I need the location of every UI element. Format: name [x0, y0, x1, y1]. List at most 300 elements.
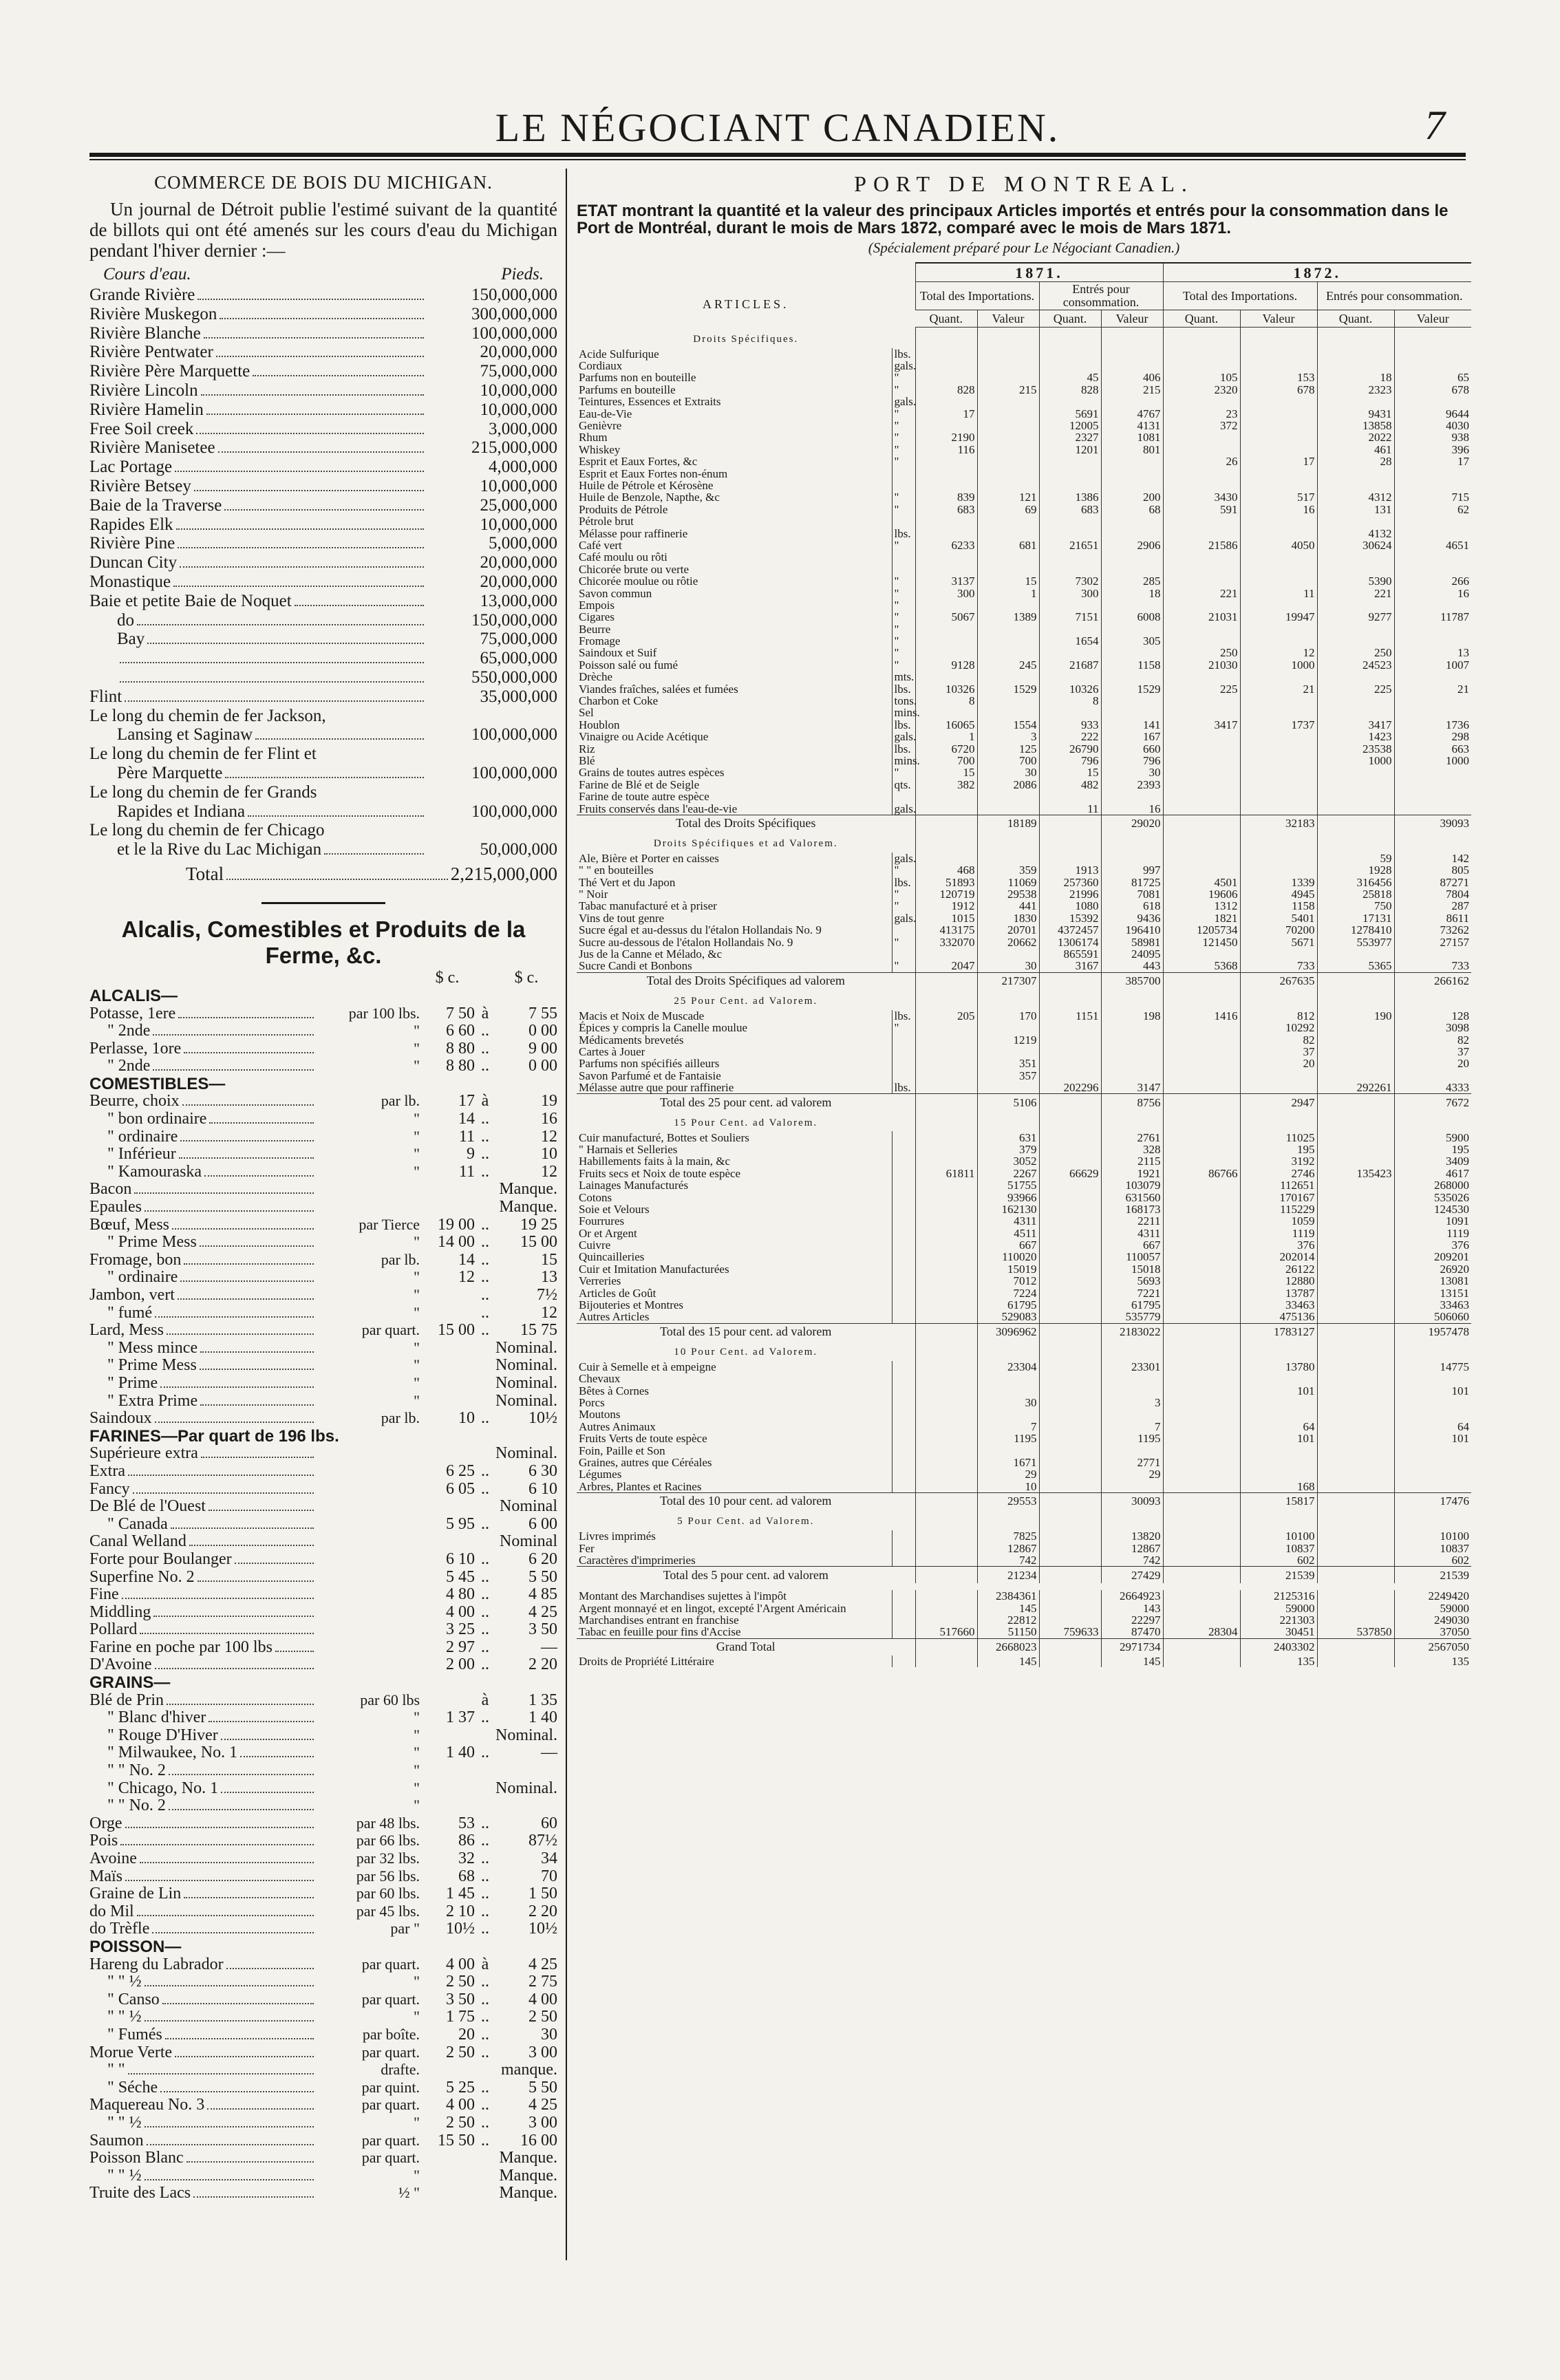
price-low: 1 37	[446, 1708, 475, 1727]
article-name: Cuir à Semelle et à empeigne	[579, 1360, 716, 1373]
table-cell	[977, 1444, 1039, 1456]
table-cell	[1039, 1433, 1101, 1444]
price-separator: ..	[481, 1920, 489, 1938]
article-unit: "	[892, 623, 915, 634]
article-name: Fruits secs et Noix de toute espèce	[579, 1166, 741, 1180]
table-cell	[915, 1340, 977, 1361]
article-name: Fourrures	[579, 1214, 625, 1228]
table-cell: 37	[1394, 1046, 1471, 1058]
table-cell	[1240, 635, 1317, 647]
table-cell: 660	[1101, 742, 1163, 754]
article-name: Parfums non en bouteille	[579, 371, 696, 385]
price-unit: par boîte.	[362, 2025, 420, 2043]
product-name: " " ½	[107, 2113, 142, 2132]
table-cell	[1039, 1311, 1101, 1323]
table-cell: 12867	[977, 1542, 1039, 1554]
leader-dots	[200, 1369, 314, 1370]
table-cell: 2567050	[1394, 1638, 1471, 1655]
table-cell	[1101, 515, 1163, 527]
table-cell: 4050	[1240, 539, 1317, 551]
articles-header: ARTICLES.	[703, 297, 789, 311]
table-cell: 70200	[1240, 924, 1317, 936]
article-unit: "	[892, 539, 915, 551]
table-cell	[915, 1323, 977, 1340]
col-valeur: Valeur	[1394, 310, 1471, 328]
table-cell	[1039, 1481, 1101, 1493]
table-cell	[1317, 695, 1394, 707]
table-row	[577, 1082, 1471, 1094]
table-cell	[1317, 1144, 1394, 1155]
table-cell	[1101, 480, 1163, 491]
table-cell	[1394, 1397, 1471, 1408]
article-name: Cordiaux	[579, 359, 623, 373]
price-high: 16 00	[520, 2131, 557, 2149]
price-high: 15 00	[520, 1233, 557, 1252]
table-cell	[915, 480, 977, 491]
article-name: Parfums non spécifiés ailleurs	[579, 1057, 720, 1071]
table-cell	[1039, 1155, 1101, 1167]
table-cell	[1163, 1567, 1240, 1584]
leader-dots	[186, 2161, 314, 2163]
product-name: " 2nde	[107, 1022, 151, 1040]
table-cell	[915, 1251, 977, 1263]
leader-dots	[201, 394, 424, 396]
table-cell: 1821	[1163, 912, 1240, 924]
article-unit: lbs.	[892, 877, 915, 888]
table-cell	[1240, 1444, 1317, 1456]
price-separator: ..	[481, 2096, 489, 2114]
leader-dots	[120, 662, 424, 663]
table-cell: 535779	[1101, 1311, 1163, 1323]
table-row	[577, 623, 1471, 634]
table-cell	[915, 791, 977, 802]
article-name: " Harnais et Selleries	[579, 1142, 678, 1156]
table-row	[577, 1251, 1471, 1263]
table-cell	[1240, 791, 1317, 802]
table-cell	[1317, 1433, 1394, 1444]
table-cell: 5067	[915, 611, 977, 623]
timber-total	[89, 864, 557, 886]
price-high: 5 50	[528, 2078, 557, 2097]
table-cell: 1000	[1240, 659, 1317, 671]
table-cell	[1240, 695, 1317, 707]
leader-dots	[137, 1915, 314, 1916]
product-name: " ordinaire	[107, 1268, 178, 1287]
table-cell	[915, 948, 977, 960]
table-cell	[1163, 766, 1240, 778]
col-quant: Quant.	[1039, 310, 1101, 328]
price-unit: "	[414, 1726, 420, 1744]
price-separator: ..	[481, 1110, 489, 1128]
table-cell: 202296	[1039, 1082, 1101, 1094]
table-cell	[1039, 1444, 1101, 1456]
timber-waterway: Duncan City	[89, 553, 178, 572]
table-cell	[915, 1215, 977, 1227]
table-row	[577, 802, 1471, 815]
leader-dots	[140, 1862, 314, 1863]
table-cell	[1039, 853, 1101, 864]
table-cell: 678	[1240, 384, 1317, 396]
table-row	[577, 766, 1471, 778]
price-unit: "	[414, 1356, 420, 1374]
table-cell: 249030	[1394, 1614, 1471, 1626]
leader-dots	[226, 879, 448, 880]
header-rule-thin	[89, 159, 1466, 160]
table-cell	[915, 1046, 977, 1058]
table-cell	[977, 1082, 1039, 1094]
table-cell: 22812	[977, 1614, 1039, 1626]
table-cell: 15018	[1101, 1263, 1163, 1275]
table-cell	[1317, 1111, 1394, 1131]
table-row	[577, 683, 1471, 694]
table-cell	[1317, 1421, 1394, 1433]
table-cell	[1240, 864, 1317, 876]
col-entres-1871: Entrés pour consommation.	[1039, 282, 1163, 310]
timber-row	[89, 725, 557, 744]
product-name: " Séche	[107, 2078, 158, 2097]
table-cell: 10326	[1039, 683, 1101, 694]
price-separator: ..	[481, 1567, 489, 1586]
price-row	[89, 2026, 557, 2044]
table-cell: 141	[1101, 719, 1163, 731]
price-low: 10	[458, 1409, 475, 1428]
table-cell	[915, 1444, 977, 1456]
article-name: Vinaigre ou Acide Acétique	[579, 730, 709, 744]
table-cell	[915, 1287, 977, 1298]
table-cell: 4511	[977, 1227, 1039, 1239]
table-cell: 21651	[1039, 539, 1101, 551]
table-cell: 250	[1163, 647, 1240, 658]
table-cell: 3052	[977, 1155, 1039, 1167]
table-cell: 26790	[1039, 742, 1101, 754]
price-low: 2 50	[446, 1973, 475, 1991]
price-separator: ..	[481, 1655, 489, 1674]
table-cell: 1783127	[1240, 1323, 1317, 1340]
timber-quantity: 10,000,000	[480, 476, 557, 495]
table-cell: 196410	[1101, 924, 1163, 936]
table-cell: 1830	[977, 912, 1039, 924]
table-cell: 5368	[1163, 960, 1240, 972]
table-cell: 4312	[1317, 491, 1394, 503]
article-name: Macis et Noix de Muscade	[579, 1009, 705, 1022]
price-row	[89, 1480, 557, 1498]
table-cell	[1317, 623, 1394, 634]
table-cell	[977, 360, 1039, 372]
table-cell	[1163, 1590, 1240, 1602]
product-name: Orge	[89, 1814, 122, 1832]
leader-dots	[165, 2038, 314, 2039]
timber-quantity: 300,000,000	[471, 304, 557, 323]
table-cell	[1163, 1094, 1240, 1111]
article-name: Whiskey	[579, 442, 621, 456]
table-row	[577, 864, 1471, 876]
table-cell: 26122	[1240, 1263, 1317, 1275]
table-cell: 1158	[1101, 659, 1163, 671]
table-cell	[977, 647, 1039, 658]
table-cell: 828	[915, 384, 977, 396]
table-row	[577, 1457, 1471, 1468]
price-high: 2 20	[528, 1902, 557, 1920]
price-high: 10½	[528, 1409, 557, 1428]
table-cell	[977, 1373, 1039, 1384]
leader-dots	[196, 433, 424, 434]
table-row	[577, 551, 1471, 563]
table-cell	[1039, 707, 1101, 718]
table-cell	[1039, 1131, 1101, 1143]
price-high: 3 00	[528, 2043, 557, 2061]
product-name: do Trèfle	[89, 1920, 150, 1938]
table-cell	[1163, 1468, 1240, 1480]
article-name: Café vert	[579, 538, 622, 552]
table-cell	[915, 599, 977, 611]
table-cell: 13787	[1240, 1287, 1317, 1298]
article-unit	[892, 1311, 915, 1323]
table-cell: 4311	[977, 1215, 1039, 1227]
price-low: 9	[467, 1145, 475, 1164]
timber-quantity: 100,000,000	[471, 802, 557, 821]
price-unit: "	[414, 1744, 420, 1761]
timber-quantity: 5,000,000	[489, 534, 557, 553]
article-unit: qts.	[892, 779, 915, 791]
article-name: Graines, autres que Céréales	[579, 1455, 712, 1469]
table-cell: 3	[1101, 1397, 1163, 1408]
article-unit	[892, 1191, 915, 1203]
table-row	[577, 1530, 1471, 1542]
table-row	[577, 515, 1471, 527]
table-cell	[1317, 1638, 1394, 1655]
table-cell	[915, 1433, 977, 1444]
table-cell: 1736	[1394, 719, 1471, 731]
table-cell	[1317, 1022, 1394, 1033]
leader-dots	[122, 1598, 314, 1599]
table-cell: 7804	[1394, 888, 1471, 900]
price-high: 87½	[528, 1832, 557, 1850]
table-cell	[977, 1384, 1039, 1396]
product-name: Superfine No. 2	[89, 1567, 195, 1586]
table-cell	[1039, 455, 1101, 467]
price-high: 2 20	[528, 1655, 557, 1674]
article-unit	[892, 1144, 915, 1155]
timber-row	[89, 496, 557, 515]
table-cell	[1317, 989, 1394, 1010]
table-cell	[1101, 1481, 1163, 1493]
price-category	[89, 987, 557, 1005]
leader-dots	[180, 566, 424, 568]
price-unit: "	[414, 1057, 420, 1075]
price-unit: par 48 lbs.	[356, 1814, 420, 1832]
leader-dots	[180, 1280, 314, 1282]
table-cell	[1101, 1046, 1163, 1058]
table-cell	[977, 348, 1039, 360]
table-row	[577, 742, 1471, 754]
price-high: 19 25	[520, 1215, 557, 1234]
import-table-body	[577, 328, 1471, 1668]
table-cell	[1317, 1384, 1394, 1396]
timber-waterway: Rivière Betsey	[89, 476, 191, 495]
table-cell: 101	[1240, 1433, 1317, 1444]
table-cell	[1039, 1299, 1101, 1311]
table-cell	[1394, 1468, 1471, 1480]
leader-dots	[125, 700, 424, 702]
table-cell	[1101, 1408, 1163, 1420]
timber-quantity: 20,000,000	[480, 343, 557, 362]
table-cell	[1240, 444, 1317, 455]
table-cell: 733	[1240, 960, 1317, 972]
table-cell	[1039, 815, 1101, 832]
table-cell: 5900	[1394, 1131, 1471, 1143]
article-name: Sucre au-dessous de l'étalon Hollandais No. 9	[579, 935, 793, 949]
total-label: Total des Droits Spécifiques	[577, 815, 915, 832]
category-name: COMESTIBLES—	[89, 1074, 226, 1093]
timber-quantity: 25,000,000	[480, 495, 557, 515]
article-name: Cartes à Jouer	[579, 1045, 645, 1058]
article-name: Savon commun	[579, 586, 652, 600]
table-cell: 21031	[1163, 611, 1240, 623]
timber-intro: Un journal de Détroit publie l'estimé suivant de la quantité de billots qui ont été amenés sur les cours d'eau du Michigan pendant l'hiver dernier :—	[89, 199, 557, 261]
table-cell: 1312	[1163, 900, 1240, 912]
table-cell: 468	[915, 864, 977, 876]
table-cell: 190	[1317, 1010, 1394, 1022]
table-cell: 733	[1394, 960, 1471, 972]
article-name: Marchandises entrant en franchise	[579, 1614, 739, 1627]
article-unit	[892, 1046, 915, 1058]
price-row	[89, 1850, 557, 1867]
leader-dots	[172, 1228, 314, 1230]
price-separator: à	[481, 1691, 489, 1709]
table-cell: 678	[1394, 384, 1471, 396]
article-name: Livres imprimés	[579, 1530, 656, 1543]
table-cell	[1163, 1022, 1240, 1033]
table-cell	[1039, 832, 1101, 853]
article-unit	[892, 1542, 915, 1554]
price-high: 4 00	[528, 1990, 557, 2008]
table-cell: 12867	[1101, 1542, 1163, 1554]
timber-total-value: 2,215,000,000	[450, 863, 557, 884]
table-cell: 3096962	[977, 1323, 1039, 1340]
table-cell: 27429	[1101, 1567, 1163, 1584]
section-heading: 5 Pour Cent. ad Valorem.	[677, 1516, 815, 1527]
price-high: 4 25	[528, 2096, 557, 2114]
table-cell	[1101, 853, 1163, 864]
price-unit: par quart.	[361, 2043, 420, 2061]
table-row	[577, 396, 1471, 407]
table-cell	[1039, 1144, 1101, 1155]
table-cell	[1101, 467, 1163, 479]
table-cell: 168173	[1101, 1203, 1163, 1215]
table-cell: 1921	[1101, 1168, 1163, 1179]
table-cell	[1101, 1444, 1163, 1456]
timber-waterway: Le long du chemin de fer Jackson,	[89, 706, 326, 725]
table-cell	[1240, 599, 1317, 611]
price-unit: par 60 lbs.	[356, 1885, 420, 1902]
table-row	[577, 707, 1471, 718]
table-cell: 17	[915, 407, 977, 419]
table-cell	[915, 1590, 977, 1602]
table-cell: 18189	[977, 815, 1039, 832]
table-cell	[1039, 1408, 1101, 1420]
table-cell	[1394, 791, 1471, 802]
article-unit	[892, 1058, 915, 1069]
article-name: Houblon	[579, 718, 620, 731]
table-cell	[1163, 396, 1240, 407]
article-unit	[892, 791, 915, 802]
article-name: Lainages Manufacturés	[579, 1179, 689, 1192]
price-low: 11	[458, 1127, 475, 1146]
table-cell: 195	[1394, 1144, 1471, 1155]
total-label: Total des 15 pour cent. ad valorem	[577, 1323, 915, 1340]
table-cell	[1039, 1191, 1101, 1203]
price-high: 12	[541, 1162, 557, 1181]
table-cell: 59000	[1394, 1602, 1471, 1614]
table-cell	[915, 1530, 977, 1542]
article-unit: "	[892, 766, 915, 778]
price-row	[89, 1392, 557, 1410]
price-unit: "	[414, 1110, 420, 1128]
table-cell: 1	[977, 587, 1039, 599]
table-cell: 7081	[1101, 888, 1163, 900]
table-cell	[1394, 480, 1471, 491]
table-cell	[1317, 1094, 1394, 1111]
table-cell	[915, 360, 977, 372]
table-cell: 700	[915, 755, 977, 766]
table-cell: 2323	[1317, 384, 1394, 396]
table-cell: 198	[1101, 1010, 1163, 1022]
article-unit: "	[892, 864, 915, 876]
price-low: 4 80	[446, 1585, 475, 1604]
table-cell	[1163, 1614, 1240, 1626]
table-cell: 266	[1394, 575, 1471, 587]
price-separator: ..	[481, 1867, 489, 1885]
table-cell: 135	[1240, 1655, 1317, 1667]
table-cell	[915, 671, 977, 683]
article-name: Esprit et Eaux Fortes non-énum	[579, 467, 728, 480]
table-cell	[1394, 695, 1471, 707]
table-row	[577, 1481, 1471, 1493]
table-cell: 1671	[977, 1457, 1039, 1468]
price-high: Nominal.	[495, 1356, 557, 1375]
price-high: 12	[541, 1127, 557, 1146]
table-cell: 17476	[1394, 1492, 1471, 1510]
leader-dots	[133, 1492, 314, 1494]
table-cell: 8611	[1394, 912, 1471, 924]
table-cell: 300	[915, 587, 977, 599]
category-name: GRAINS—	[89, 1673, 171, 1693]
table-cell: 372	[1163, 420, 1240, 431]
table-cell: 7224	[977, 1287, 1039, 1298]
article-unit	[892, 1131, 915, 1143]
table-cell	[1039, 599, 1101, 611]
article-name: Mélasse pour raffinerie	[579, 526, 688, 540]
table-cell: 51150	[977, 1626, 1039, 1638]
table-row	[577, 1215, 1471, 1227]
table-cell: 61795	[1101, 1299, 1163, 1311]
table-row	[577, 671, 1471, 683]
table-cell	[1101, 791, 1163, 802]
price-high: Nominal.	[495, 1338, 557, 1357]
table-cell	[1317, 1444, 1394, 1456]
section-heading: 25 Pour Cent. ad Valorem.	[674, 996, 818, 1007]
table-row	[577, 1655, 1471, 1667]
timber-row	[89, 572, 557, 592]
table-cell	[1163, 671, 1240, 683]
table-cell	[1163, 755, 1240, 766]
table-cell	[1101, 832, 1163, 853]
table-cell	[1240, 948, 1317, 960]
timber-waterway: Rivière Manisetee	[89, 438, 215, 458]
table-cell	[1317, 1323, 1394, 1340]
table-cell: 631	[977, 1131, 1039, 1143]
product-name: " Milwaukee, No. 1	[107, 1744, 238, 1762]
